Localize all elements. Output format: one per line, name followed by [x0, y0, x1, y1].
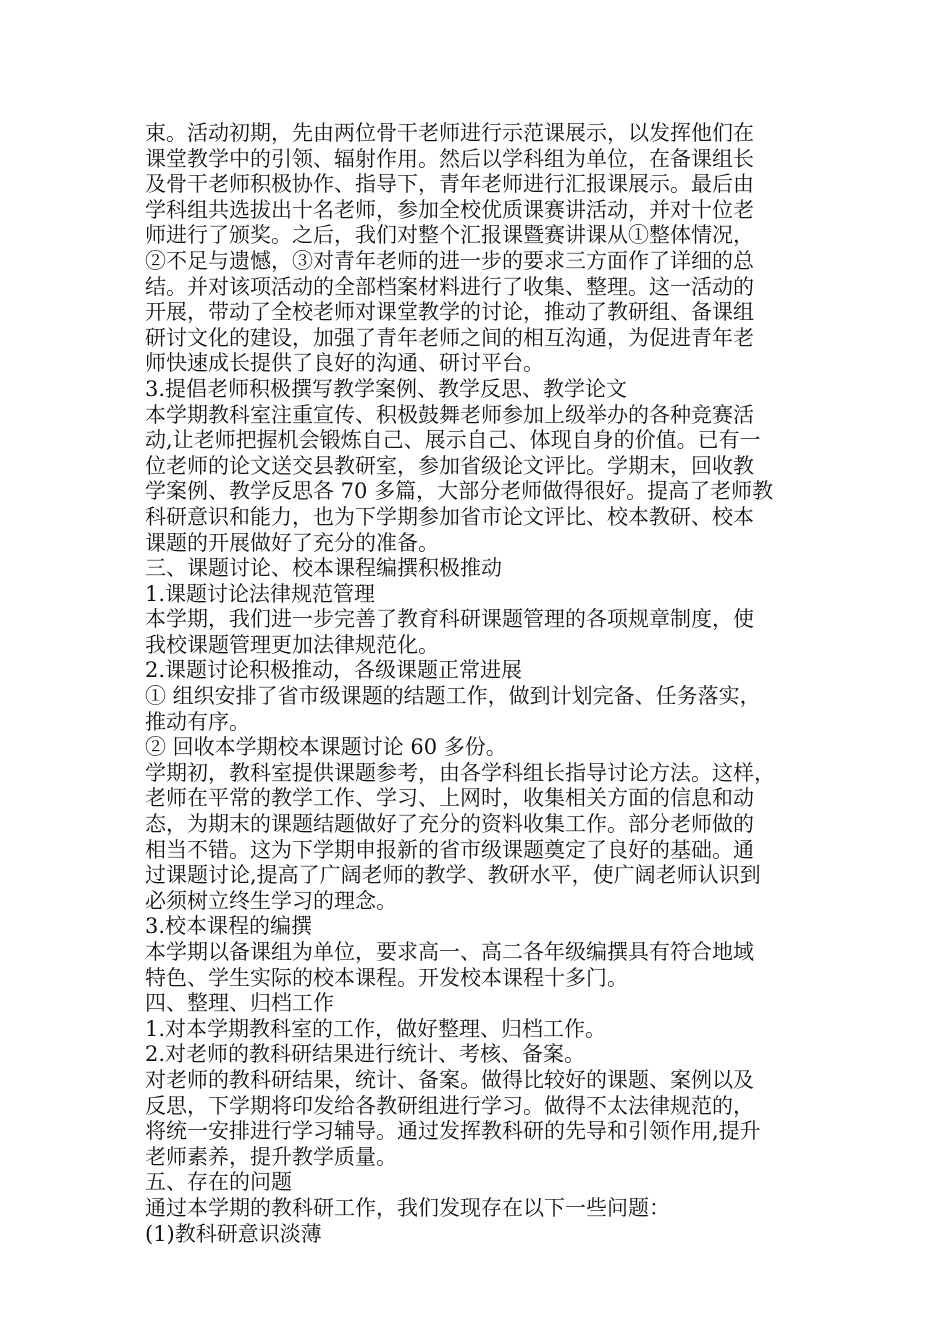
- text-line: 学案例、教学反思各 70 多篇，大部分老师做得很好。提高了老师教: [145, 479, 774, 504]
- section-heading: 五、存在的问题: [145, 1170, 292, 1195]
- text-line: 束。活动初期，先由两位骨干老师进行示范课展示，以发挥他们在: [145, 121, 754, 145]
- text-line: 通过本学期的教科研工作，我们发现存在以下一些问题：: [145, 1195, 670, 1220]
- text-line: 推动有序。: [145, 709, 250, 734]
- text-line: 反思，下学期将印发给各教研组进行学习。做得不太法律规范的，: [145, 1093, 754, 1118]
- text-line: 相当不错。这为下学期申报新的省市级课题奠定了良好的基础。通: [145, 837, 754, 862]
- text-line: 老师素养，提升教学质量。: [145, 1144, 397, 1169]
- list-item: 2.对老师的教科研结果进行统计、考核、备案。: [145, 1042, 586, 1067]
- text-line: 开展，带动了全校老师对课堂教学的讨论，推动了教研组、备课组: [145, 300, 754, 325]
- text-line: 本学期以备课组为单位，要求高一、高二各年级编撰具有符合地域: [145, 940, 754, 964]
- text-line: 老师在平常的教学工作、学习、上网时，收集相关方面的信息和动: [145, 786, 754, 811]
- text-line: 学期初，教科室提供课题参考，由各学科组长指导讨论方法。这样，: [145, 760, 775, 785]
- section-heading: 3.校本课程的编撰: [145, 914, 313, 939]
- section-heading: 3.提倡老师积极撰写教学案例、教学反思、教学论文: [145, 376, 628, 401]
- section-heading: 2.课题讨论积极推动，各级课题正常进展: [145, 658, 523, 683]
- text-line: 科研意识和能力，也为下学期参加省市论文评比、校本教研、校本: [145, 504, 754, 529]
- text-line: 态，为期末的课题结题做好了充分的资料收集工作。部分老师做的: [145, 812, 754, 837]
- text-line: 对老师的教科研结果，统计、备案。做得比较好的课题、案例以及: [145, 1067, 754, 1092]
- text-line: 必须树立终生学习的理念。: [145, 888, 397, 913]
- list-item: ① 组织安排了省市级课题的结题工作，做到计划完备、任务落实，: [145, 684, 761, 709]
- text-line: 位老师的论文送交县教研室，参加省级论文评比。学期末，回收教: [145, 453, 754, 478]
- text-line: 师快速成长提供了良好的沟通、研讨平台。: [145, 351, 544, 376]
- list-item: ② 回收本学期校本课题讨论 60 多份。: [145, 735, 507, 760]
- text-line: 本学期教科室注重宣传、积极鼓舞老师参加上级举办的各种竞赛活: [145, 402, 754, 427]
- text-line: 动,让老师把握机会锻炼自己、展示自己、体现自身的价值。已有一: [145, 428, 761, 453]
- text-line: 师进行了颁奖。之后，我们对整个汇报课暨赛讲课从①整体情况，: [145, 223, 754, 248]
- text-line: 学科组共选拔出十名老师，参加全校优质课赛讲活动，并对十位老: [145, 197, 754, 222]
- text-line: ②不足与遗憾，③对青年老师的进一步的要求三方面作了详细的总: [145, 248, 754, 273]
- text-line: 结。并对该项活动的全部档案材料进行了收集、整理。这一活动的: [145, 274, 754, 299]
- section-heading: 四、整理、归档工作: [145, 991, 334, 1016]
- section-heading: 三、课题讨论、校本课程编撰积极推动: [145, 556, 502, 581]
- text-line: 过课题讨论,提高了广阔老师的教学、教研水平，使广阔老师认识到: [145, 863, 761, 888]
- text-line: 我校课题管理更加法律规范化。: [145, 632, 439, 657]
- section-heading: 1.课题讨论法律规范管理: [145, 581, 376, 606]
- text-line: 课题的开展做好了充分的准备。: [145, 530, 439, 555]
- text-line: 特色、学生实际的校本课程。开发校本课程十多门。: [145, 965, 628, 990]
- text-line: 及骨干老师积极协作、指导下，青年老师进行汇报课展示。最后由: [145, 172, 754, 197]
- text-line: 课堂教学中的引领、辐射作用。然后以学科组为单位，在备课组长: [145, 146, 754, 171]
- text-line: 本学期，我们进一步完善了教育科研课题管理的各项规章制度，使: [145, 607, 754, 632]
- text-line: 将统一安排进行学习辅导。通过发挥教科研的先导和引领作用,提升: [145, 1119, 761, 1144]
- text-line: 研讨文化的建设，加强了青年老师之间的相互沟通，为促进青年老: [145, 325, 754, 350]
- list-item: (1)教科研意识淡薄: [145, 1221, 322, 1246]
- list-item: 1.对本学期教科室的工作，做好整理、归档工作。: [145, 1016, 607, 1041]
- document-body: [145, 121, 815, 1247]
